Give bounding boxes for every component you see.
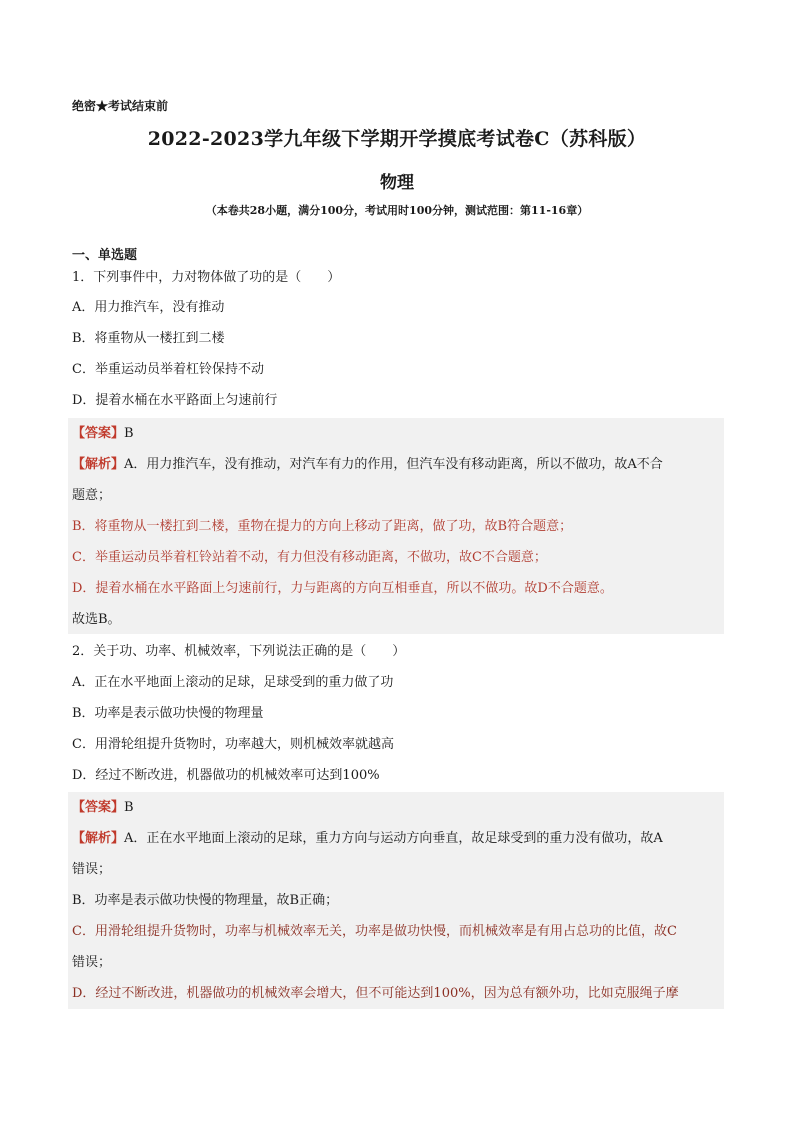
analysis-line: D．提着水桶在水平路面上匀速前行，力与距离的方向互相垂直，所以不做功。故D不合题意。 (72, 581, 613, 596)
question-option: B．功率是表示做功快慢的物理量 (72, 706, 264, 721)
exam-title: 2022-2023学九年级下学期开学摸底考试卷C（苏科版） (147, 128, 647, 150)
analysis-tag: 【解析】 (72, 831, 125, 846)
analysis-tag: 【解析】 (72, 457, 125, 472)
analysis-text: A．用力推汽车，没有推动，对汽车有力的作用，但汽车没有移动距离，所以不做功，故A不合 (124, 457, 663, 472)
question-option: C．举重运动员举着杠铃保持不动 (72, 362, 264, 377)
answer-panel (68, 792, 724, 1009)
analysis-line: D．经过不断改进，机器做功的机械效率会增大，但不可能达到100%，因为总有额外功，比如克服绳子摩 (72, 986, 679, 1001)
question-option: B．将重物从一楼扛到二楼 (72, 331, 225, 346)
analysis-line (72, 829, 663, 849)
analysis-line: 错误； (72, 955, 112, 970)
analysis-line: C．举重运动员举着杠铃站着不动，有力但没有移动距离，不做功，故C不合题意； (72, 550, 547, 565)
analysis-line: B．将重物从一楼扛到二楼，重物在提力的方向上移动了距离，做了功，故B符合题意； (72, 519, 573, 534)
question-stem: 1．下列事件中，力对物体做了功的是（ ） (72, 270, 341, 285)
answer-tag: 【答案】 (72, 800, 125, 815)
analysis-line: 题意； (72, 488, 112, 503)
answer-tag: 【答案】 (72, 426, 125, 441)
analysis-line (72, 455, 663, 475)
analysis-text: A．正在水平地面上滚动的足球，重力方向与运动方向垂直，故足球受到的重力没有做功，故A (124, 831, 663, 846)
answer-panel (68, 418, 724, 634)
answer-value: B (124, 800, 134, 815)
analysis-line: 错误； (72, 862, 112, 877)
exam-note: （本卷共28小题，满分100分，考试用时100分钟，测试范围：第11-16章） (205, 204, 589, 217)
subject-title: 物理 (380, 173, 414, 193)
confidential-label: 绝密★考试结束前 (72, 99, 169, 113)
analysis-line: C．用滑轮组提升货物时，功率与机械效率无关，功率是做功快慢，而机械效率是有用占总功的比值，故C (72, 924, 677, 939)
question-option: C．用滑轮组提升货物时，功率越大，则机械效率就越高 (72, 737, 394, 752)
section-heading: 一、单选题 (72, 248, 138, 263)
analysis-line: B．功率是表示做功快慢的物理量，故B正确； (72, 893, 339, 908)
question-option: D．经过不断改进，机器做功的机械效率可达到100% (72, 768, 380, 783)
analysis-line: 故选B。 (72, 612, 121, 627)
answer-value: B (124, 426, 134, 441)
question-option: D．提着水桶在水平路面上匀速前行 (72, 393, 278, 408)
question-option: A．用力推汽车，没有推动 (72, 300, 225, 315)
answer-line (72, 424, 134, 444)
answer-line (72, 798, 134, 818)
question-option: A．正在水平地面上滚动的足球，足球受到的重力做了功 (72, 675, 394, 690)
question-stem: 2．关于功、功率、机械效率，下列说法正确的是（ ） (72, 644, 406, 659)
